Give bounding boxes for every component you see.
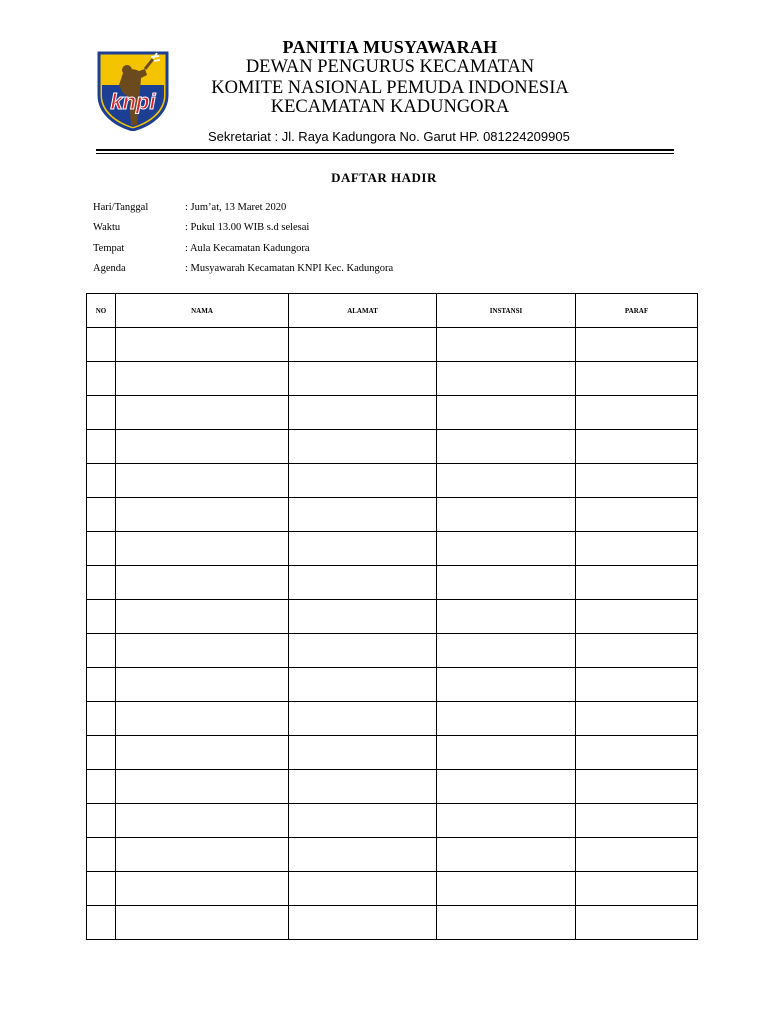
cell-no	[87, 464, 116, 498]
cell-no	[87, 838, 116, 872]
cell-paraf	[576, 702, 698, 736]
cell-alamat	[289, 600, 437, 634]
cell-instansi	[437, 770, 576, 804]
table-row	[87, 396, 698, 430]
cell-paraf	[576, 600, 698, 634]
cell-paraf	[576, 770, 698, 804]
cell-nama	[116, 328, 289, 362]
cell-no	[87, 906, 116, 940]
cell-nama	[116, 532, 289, 566]
cell-instansi	[437, 464, 576, 498]
cell-nama	[116, 430, 289, 464]
cell-nama	[116, 634, 289, 668]
cell-nama	[116, 736, 289, 770]
cell-alamat	[289, 362, 437, 396]
header-instansi: INSTANSI	[437, 294, 576, 328]
letterhead-divider-thick	[96, 149, 674, 151]
cell-instansi	[437, 328, 576, 362]
detail-value: : Jum’at, 13 Maret 2020	[185, 201, 287, 213]
cell-paraf	[576, 464, 698, 498]
header-nama: NAMA	[116, 294, 289, 328]
letterhead-line-2: DEWAN PENGURUS KECAMATAN	[245, 57, 535, 77]
document-title: DAFTAR HADIR	[331, 170, 437, 185]
letterhead-line-3: KOMITE NASIONAL PEMUDA INDONESIA	[211, 77, 569, 98]
cell-no	[87, 804, 116, 838]
header-no: NO	[87, 294, 116, 328]
cell-no	[87, 362, 116, 396]
table-row	[87, 532, 698, 566]
cell-instansi	[437, 566, 576, 600]
cell-no	[87, 566, 116, 600]
table-row	[87, 634, 698, 668]
cell-paraf	[576, 566, 698, 600]
cell-alamat	[289, 804, 437, 838]
cell-no	[87, 702, 116, 736]
cell-no	[87, 328, 116, 362]
cell-instansi	[437, 430, 576, 464]
cell-no	[87, 498, 116, 532]
table-row	[87, 430, 698, 464]
cell-paraf	[576, 906, 698, 940]
cell-instansi	[437, 498, 576, 532]
cell-instansi	[437, 906, 576, 940]
cell-instansi	[437, 396, 576, 430]
detail-label: Agenda	[93, 263, 126, 275]
cell-instansi	[437, 634, 576, 668]
cell-nama	[116, 668, 289, 702]
detail-label: Hari/Tanggal	[93, 201, 149, 213]
letterhead-line-4: KECAMATAN KADUNGORA	[270, 97, 510, 117]
cell-paraf	[576, 498, 698, 532]
detail-label: Waktu	[93, 222, 121, 234]
header-alamat: ALAMAT	[289, 294, 437, 328]
table-row	[87, 906, 698, 940]
cell-alamat	[289, 838, 437, 872]
cell-paraf	[576, 838, 698, 872]
cell-no	[87, 668, 116, 702]
cell-paraf	[576, 634, 698, 668]
detail-value: : Musyawarah Kecamatan KNPI Kec. Kadungora	[185, 263, 394, 275]
table-row	[87, 600, 698, 634]
cell-alamat	[289, 872, 437, 906]
detail-value: : Aula Kecamatan Kadungora	[185, 242, 310, 254]
cell-paraf	[576, 668, 698, 702]
cell-nama	[116, 770, 289, 804]
table-row	[87, 328, 698, 362]
cell-alamat	[289, 328, 437, 362]
letterhead-divider-thin	[96, 153, 674, 154]
cell-paraf	[576, 804, 698, 838]
table-row	[87, 872, 698, 906]
attendance-table	[86, 293, 698, 940]
header-paraf: PARAF	[576, 294, 698, 328]
table-row	[87, 464, 698, 498]
cell-alamat	[289, 430, 437, 464]
cell-no	[87, 634, 116, 668]
cell-alamat	[289, 634, 437, 668]
knpi-logo-text: knpi	[110, 89, 156, 114]
cell-no	[87, 872, 116, 906]
cell-nama	[116, 362, 289, 396]
cell-paraf	[576, 430, 698, 464]
cell-nama	[116, 498, 289, 532]
table-row	[87, 498, 698, 532]
cell-alamat	[289, 396, 437, 430]
detail-row-date	[93, 197, 393, 218]
cell-nama	[116, 396, 289, 430]
table-row	[87, 804, 698, 838]
cell-paraf	[576, 736, 698, 770]
cell-paraf	[576, 362, 698, 396]
cell-instansi	[437, 668, 576, 702]
detail-value: : Pukul 13.00 WIB s.d selesai	[185, 222, 310, 234]
table-row	[87, 566, 698, 600]
cell-nama	[116, 702, 289, 736]
cell-nama	[116, 872, 289, 906]
cell-nama	[116, 906, 289, 940]
cell-alamat	[289, 566, 437, 600]
cell-paraf	[576, 328, 698, 362]
letterhead	[180, 38, 600, 117]
cell-alamat	[289, 498, 437, 532]
cell-paraf	[576, 532, 698, 566]
table-row	[87, 668, 698, 702]
cell-instansi	[437, 736, 576, 770]
cell-no	[87, 770, 116, 804]
table-header-row	[87, 294, 698, 328]
cell-alamat	[289, 770, 437, 804]
cell-alamat	[289, 702, 437, 736]
cell-alamat	[289, 906, 437, 940]
cell-no	[87, 532, 116, 566]
table-row	[87, 736, 698, 770]
cell-no	[87, 430, 116, 464]
cell-nama	[116, 804, 289, 838]
cell-alamat	[289, 668, 437, 702]
cell-nama	[116, 600, 289, 634]
letterhead-line-1: PANITIA MUSYAWARAH	[282, 37, 498, 57]
cell-instansi	[437, 804, 576, 838]
table-row	[87, 838, 698, 872]
cell-instansi	[437, 872, 576, 906]
detail-row-place	[93, 238, 393, 259]
cell-instansi	[437, 532, 576, 566]
secretariat-address: Sekretariat : Jl. Raya Kadungora No. Garut HP. 081224209905	[208, 129, 570, 144]
detail-label: Tempat	[93, 242, 125, 254]
knpi-logo-icon	[93, 51, 173, 131]
detail-row-time	[93, 218, 393, 239]
detail-row-agenda	[93, 259, 393, 280]
cell-alamat	[289, 532, 437, 566]
cell-paraf	[576, 396, 698, 430]
cell-instansi	[437, 362, 576, 396]
cell-no	[87, 736, 116, 770]
cell-nama	[116, 566, 289, 600]
cell-paraf	[576, 872, 698, 906]
table-row	[87, 702, 698, 736]
cell-nama	[116, 838, 289, 872]
meeting-details	[93, 197, 393, 279]
attendance-rows	[87, 328, 698, 940]
cell-instansi	[437, 702, 576, 736]
cell-no	[87, 396, 116, 430]
table-row	[87, 362, 698, 396]
table-row	[87, 770, 698, 804]
cell-nama	[116, 464, 289, 498]
cell-alamat	[289, 464, 437, 498]
cell-alamat	[289, 736, 437, 770]
cell-instansi	[437, 600, 576, 634]
cell-instansi	[437, 838, 576, 872]
cell-no	[87, 600, 116, 634]
